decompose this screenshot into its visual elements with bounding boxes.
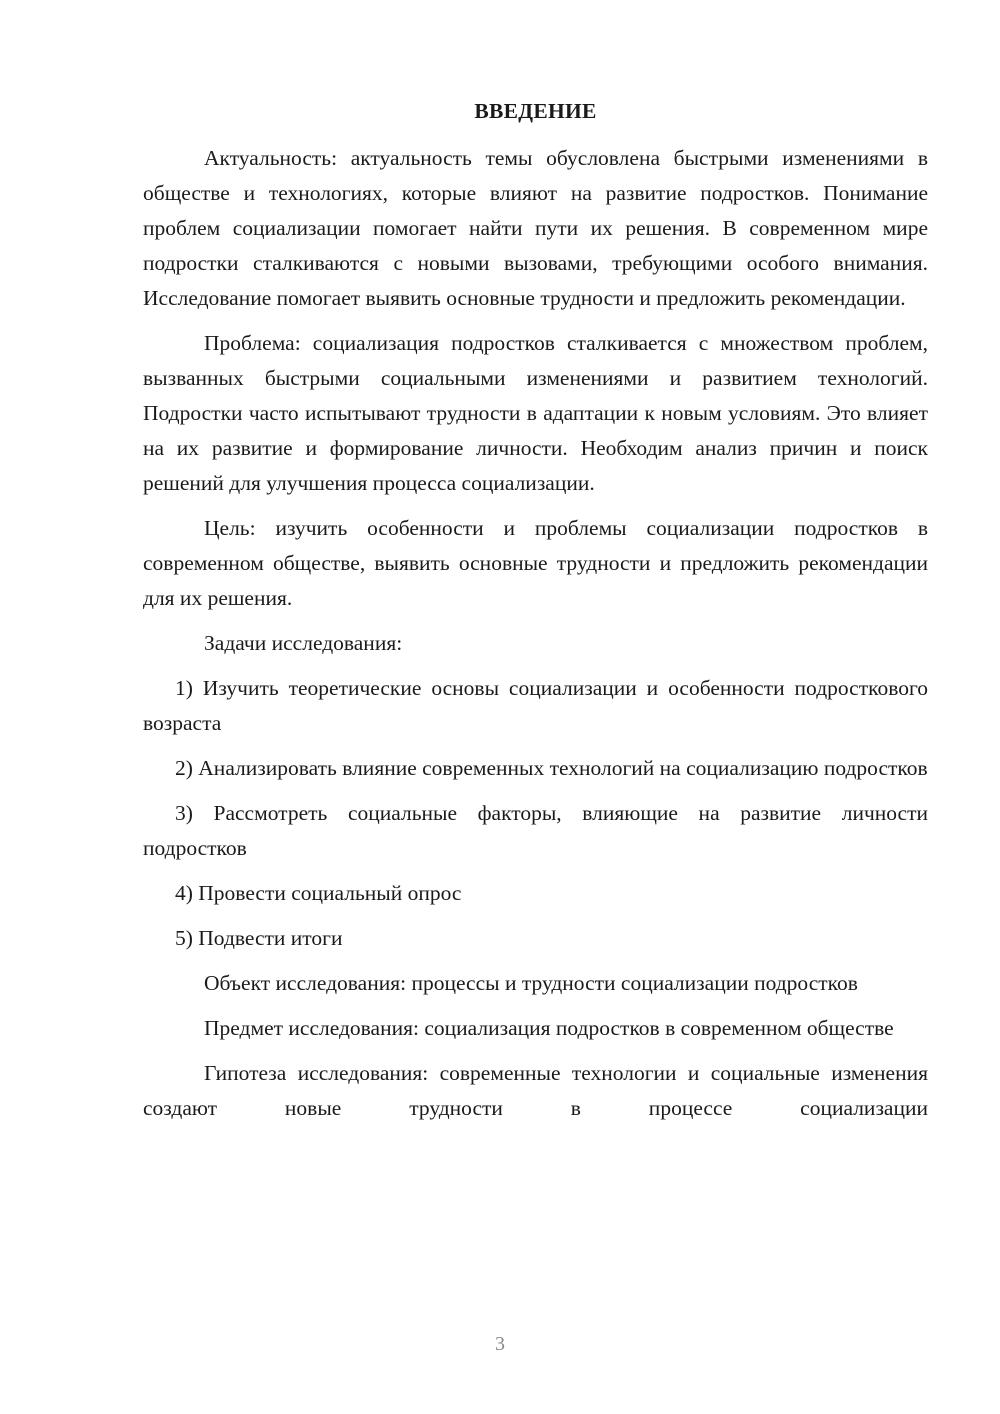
tasks-heading: Задачи исследования:	[204, 631, 403, 655]
page-number: 3	[495, 1333, 505, 1355]
task-item-2: 2) Анализировать влияние современных технологий на социализацию подростков	[175, 756, 928, 780]
object-paragraph: Объект исследования: процессы и трудности социализации подростков	[204, 971, 858, 995]
section-heading: ВВЕДЕНИЕ	[474, 99, 597, 123]
problem-paragraph: Проблема: социализация подростков сталкивается с множеством проблем, вызванных быстрыми социальными изменениями и развитием технологий. Подростки часто испытывают трудности в адаптации к новым условиям. Это влияет на их развитие и формирование личности. Необходим анализ причин и поиск решений для улучшения процесса социализации.	[143, 331, 928, 495]
subject-paragraph: Предмет исследования: социализация подростков в современном обществе	[204, 1016, 894, 1040]
task-item-1: 1) Изучить теоретические основы социализации и особенности подросткового возраста	[143, 676, 928, 735]
hypothesis-paragraph: Гипотеза исследования: современные технологии и социальные изменения создают новые трудности в процессе социализации	[143, 1061, 928, 1120]
goal-paragraph: Цель: изучить особенности и проблемы социализации подростков в современном обществе, выявить основные трудности и предложить рекомендации для их решения.	[143, 516, 928, 610]
document-body	[143, 94, 928, 1126]
task-item-4: 4) Провести социальный опрос	[175, 881, 462, 905]
relevance-paragraph: Актуальность: актуальность темы обусловлена быстрыми изменениями в обществе и технологиях, которые влияют на развитие подростков. Понимание проблем социализации помогает найти пути их решения. В современном мире подростки сталкиваются с новыми вызовами, требующими особого внимания. Исследование помогает выявить основные трудности и предложить рекомендации.	[143, 146, 928, 310]
task-item-3: 3) Рассмотреть социальные факторы, влияющие на развитие личности подростков	[143, 801, 928, 860]
task-item-5: 5) Подвести итоги	[175, 926, 343, 950]
